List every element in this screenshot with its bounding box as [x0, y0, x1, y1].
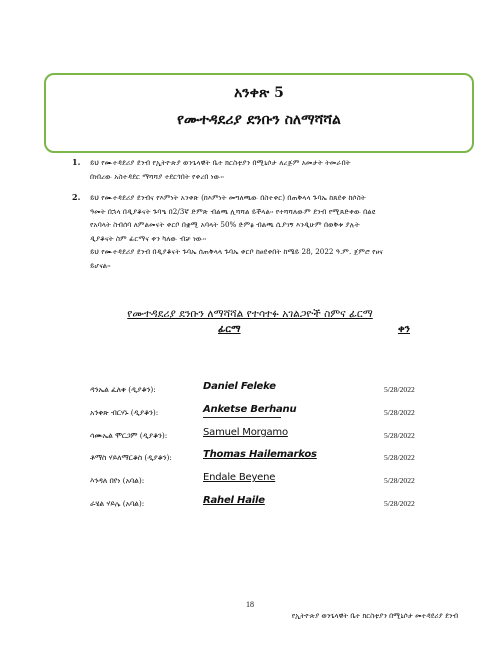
signature-date: 5/28/2022: [384, 453, 415, 462]
item-text: [90, 191, 383, 272]
signer-name: ራሄል ሃይሌ (አባል):: [90, 499, 145, 508]
signature-date: 5/28/2022: [384, 385, 415, 394]
item-number: 1.: [72, 157, 81, 167]
signature-date: 5/28/2022: [384, 499, 415, 508]
list-item: [72, 156, 462, 183]
handwritten-signature: Rahel Haile: [203, 495, 265, 506]
handwritten-signature: Samuel Morgamo: [203, 427, 288, 438]
item-text: [90, 156, 351, 183]
signature-row: [0, 449, 500, 467]
signature-row: [0, 404, 500, 422]
handwritten-signature: Endale Beyene: [203, 472, 276, 483]
item-line: በነበረው አስተዳደር ማሻሻያ ተደርጎበት የቀረበ ነው፡፡: [90, 171, 224, 181]
item-line: የአባላት ስብሰባ ለምልመናት ቀርቦ በቋሚ አባላት 50% ድምፅ ብልጫ ሲያገኝ እንዲሁም በወቅቱ ያሉት: [90, 220, 360, 229]
item-line: ይህ የሙተዳደሪያ ደንብ በዲያቆናት ጉባኤ ሰጠቅላላ ጉባኤ ቀርቦ ከፀደቀበት ከሜይ 28, 2022 ዓ.ም. ጀምሮ የፀና: [90, 247, 384, 256]
signer-name: እንዳለ በየነ (አባል):: [90, 476, 145, 485]
annex-label: አንቀጽ 5: [234, 85, 284, 101]
item-line: ይሆናል፡፡: [90, 260, 111, 270]
handwritten-signature: Thomas Hailemarkos: [203, 449, 317, 460]
signer-name: አንቀጽ ብርሃኑ (ዲያቆን):: [90, 408, 159, 417]
signature-row: [0, 495, 500, 513]
page-number: 18: [246, 600, 254, 609]
signature-row: [0, 472, 500, 490]
list-item: [72, 191, 462, 272]
handwritten-signature: Anketse Berhanu: [203, 404, 297, 415]
numbered-list: [72, 156, 462, 280]
item-line: ይህ የሙተዳደሪያ ደንብና የእምነት አንቀጽ (ከእምነት መግለጫው በስተቀር) በጠቅላላ ጉባኤ ከጸደቀ ከሶስት: [90, 193, 366, 202]
signatures-title: የሙተዳደሪያ ደንቡን ለማሻሻል የተሳተፉ አገልጋዮች ስምና ፊርማ: [127, 308, 373, 320]
date-column-header: ቀን: [398, 324, 410, 335]
signature-column-header: ፊርማ: [218, 324, 241, 335]
signature-date: 5/28/2022: [384, 408, 415, 417]
item-line: ዓመት በኋላ በዲያቆናት ጉባዔ በ2/3ኛ ድምጽ ብልጫ ሊሻሻል ይችላል፡፡ የተሻሻለውም ደንብ የሚጸድቀው በልዩ: [90, 206, 376, 216]
signature-row: [0, 427, 500, 445]
signature-date: 5/28/2022: [384, 476, 415, 485]
section-title: የሙተዳደሪያ ደንቡን ስለማሻሻል: [177, 112, 341, 128]
item-line: ዲያቆናት ስም ፊርማና ቀን ካለው ብቻ ነው፡፡: [90, 233, 207, 243]
signature-row: [0, 381, 500, 399]
signature-line: [203, 417, 281, 418]
footer-text: የኢትዮጵያ ወንጌላዊት ቤተ ክርስቲያን በሚኒሶታ መተዳደሪያ ደንብ: [291, 612, 458, 620]
signer-name: ዳንኤል ፈለቀ (ዲያቆን):: [90, 385, 156, 394]
item-line: ይህ የሙተዳደሪያ ደንብ የኢትዮጵያ ወንጌላዊት ቤተ ክርስቲያን በሚኒሶታ ለረጅም አመታት ትመራበት: [90, 158, 351, 167]
signature-date: 5/28/2022: [384, 431, 415, 440]
handwritten-signature: Daniel Feleke: [203, 381, 276, 392]
item-number: 2.: [72, 192, 81, 202]
signer-name: ቶማስ ሃይለማርቆስ (ዲያቆን):: [90, 453, 172, 462]
section-title-box: [44, 73, 474, 153]
signer-name: ሳሙኤል ሞርጋም (ዲያቆን):: [90, 431, 168, 440]
